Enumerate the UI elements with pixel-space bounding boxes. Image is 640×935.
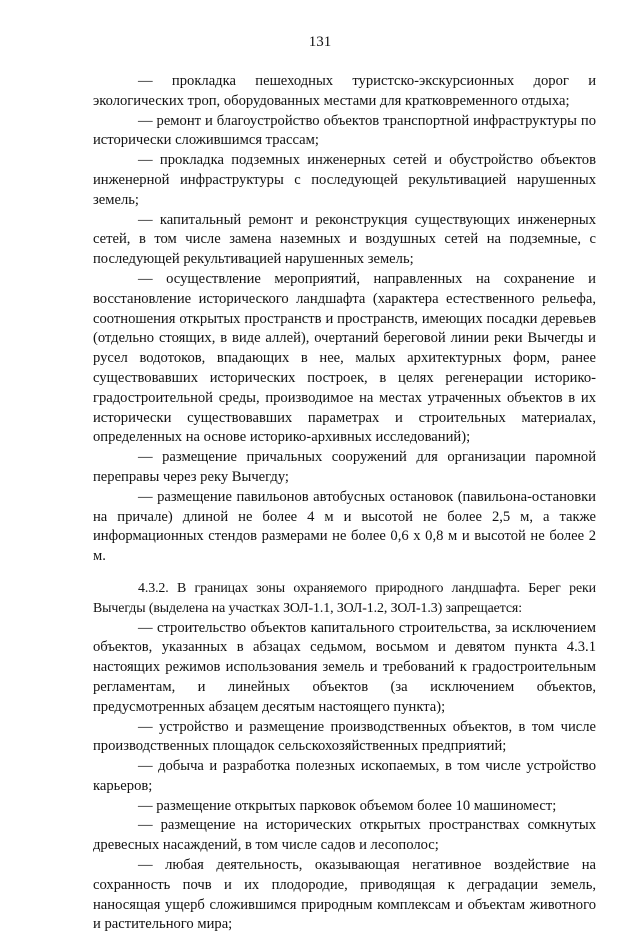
paragraph-landscape-restoration: — осуществление мероприятий, направленных на сохранение и восстановление исторического ландшафта (характера естественного рельефа, соотношения открытых пространств и пространств, имеющих посадки деревьев (отдельно стоящих, в виде аллей), очертаний береговой линии реки Вычегды и русел водотоков, впадающих в нее, малых архитектурных форм, ранее существовавших исторических построек, в целях регенерации историко-градостроительной среды, производимое на местах утраченных объектов в их исторически существовавших параметрах и строительных материалах, определенных на основе историко-архивных исследований); [93, 270, 596, 446]
prohibition-mining: — добыча и разработка полезных ископаемых, в том числе устройство карьеров; [93, 758, 596, 794]
prohibition-soil-damage: — любая деятельность, оказывающая негативное воздействие на сохранность почв и их плодородие, приводящая к деградации земель, наносящая ущерб сложившимся природным комплексам и объектам животного и растительного мира; [93, 857, 596, 933]
prohibition-capital-construction: — строительство объектов капитального строительства, за исключением объектов, указанных в абзацах седьмом, восьмом и девятом пункта 4.3.1 настоящих режимов использования земель и требований к градостроительным регламентам, и линейных объектов (за исключением объектов, предусмотренных абзацем десятым настоящего пункта); [93, 619, 596, 715]
section-heading-4-3-2: 4.3.2. В границах зоны охраняемого природного ландшафта. Берег реки Вычегды (выделена на участках ЗОЛ-1.1, ЗОЛ-1.2, ЗОЛ-1.3) запрещается: [93, 580, 596, 616]
paragraph-pedestrian-roads: — прокладка пешеходных туристско-экскурсионных дорог и экологических троп, оборудованных местами для кратковременного отдыха; [93, 73, 596, 109]
paragraph-ferry-piers: — размещение причальных сооружений для организации паромной переправы через реку Вычегду; [93, 449, 596, 485]
prohibition-industrial-objects: — устройство и размещение производственных объектов, в том числе производственных площадок сельскохозяйственных предприятий; [93, 718, 596, 755]
page-body [93, 72, 596, 935]
prohibition-parking: — размещение открытых парковок объемом более 10 машиномест; [138, 797, 557, 814]
prohibition-tree-planting: — размещение на исторических открытых пространствах сомкнутых древесных насаждений, в том числе садов и лесополос; [93, 817, 596, 854]
paragraph-bus-pavilions: — размещение павильонов автобусных остановок (павильона-остановки на причале) длиной не более 4 м и высотой не более 2,5 м, а также информационных стендов размерами не более 0,6 х 0,8 м и высотой не более 2 м. [93, 488, 596, 565]
page-number: 131 [308, 34, 332, 50]
paragraph-network-reconstruction: — капитальный ремонт и реконструкция существующих инженерных сетей, в том числе замена наземных и воздушных сетей на подземные, с последующей рекультивацией нарушенных земель; [93, 211, 596, 268]
paragraph-underground-networks: — прокладка подземных инженерных сетей и обустройство объектов инженерной инфраструктуры с последующей рекультивацией нарушенных земель; [93, 152, 596, 208]
paragraph-transport-repair: — ремонт и благоустройство объектов транспортной инфраструктуры по исторически сложившимся трассам; [93, 112, 596, 149]
